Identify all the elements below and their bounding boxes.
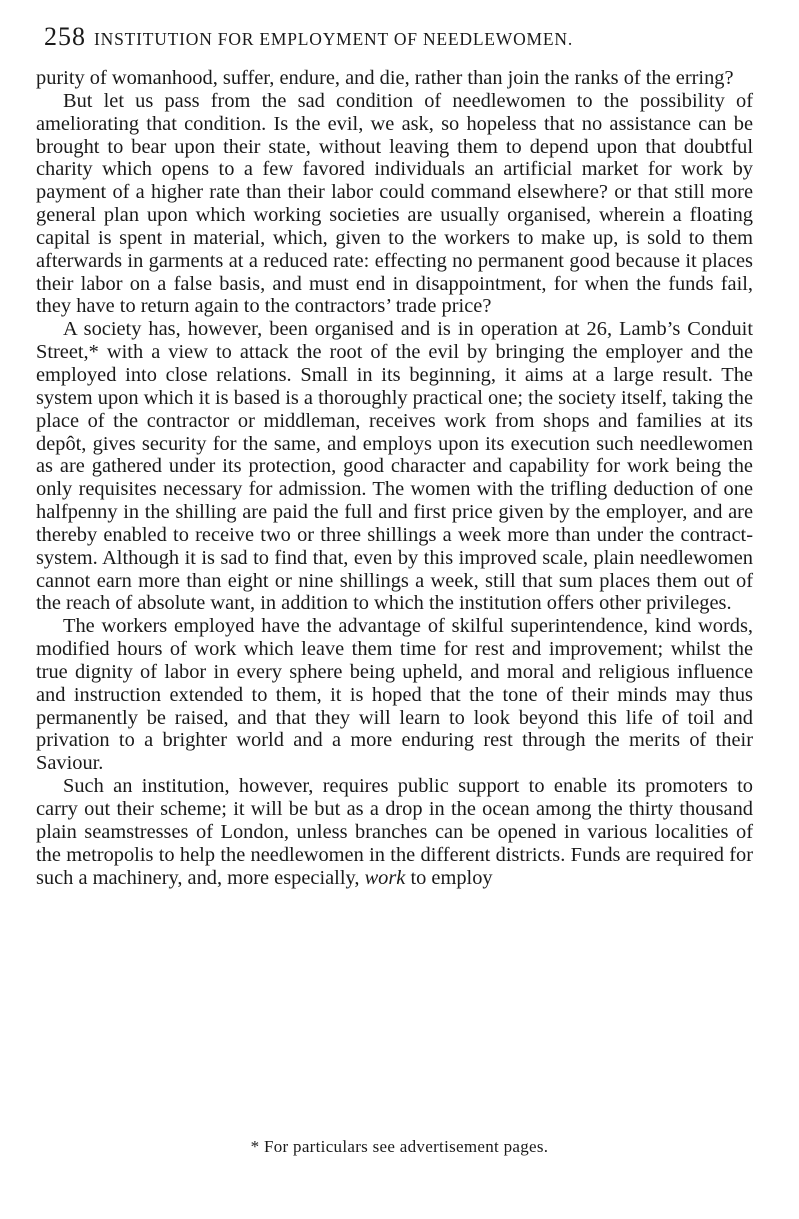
paragraph-workers-employed: The workers employed have the advantage of skilful superintendence, kind words, modified hours of work which leave them time for rest and improvement; whilst the true dignity of labor in every sphere being upheld, and moral and religious influence and instruction extended to them, it is hoped that the tone of their minds may thus permanently be raised, and that they will learn to look beyond this life of toil and privation to a brighter world and a more enduring rest through the merits of their Saviour. [36,615,753,775]
page-number: 258 [44,22,86,51]
paragraph-public-support-tail: to employ [405,866,493,889]
emphasis-work: work [364,866,406,889]
running-head: INSTITUTION FOR EMPLOYMENT OF NEEDLEWOMEN. [94,29,574,49]
paragraph-ameliorating-condition: But let us pass from the sad condition of needlewomen to the possibility of ameliorating that condition. Is the evil, we ask, so hopeless that no assistance can be brought to bear upon their state, without leaving them to depend upon that doubtful charity which opens to a few favored individuals an artificial market for work by payment of a higher rate than their labor could command elsewhere? or that still more general plan upon which working societies are usually organised, wherein a floating capital is spent in material, which, given to the workers to make up, is sold to them afterwards in garments at a reduced rate: effecting no permanent good because it places their labor on a false basis, and must end in disappointment, for when the funds fail, they have to return again to the contractors’ trade price? [36,89,753,318]
footnote: * For particulars see advertisement pages. [250,1137,549,1156]
paragraph-continuation: purity of womanhood, suffer, endure, and die, rather than join the ranks of the erring? [36,67,734,89]
body-text [36,67,753,889]
page-header [44,22,756,52]
paragraph-society-organised: A society has, however, been organised and is in operation at 26, Lamb’s Conduit Street,* with a view to attack the root of the evil by bringing the employer and the employed into close relations. Small in its beginning, it aims at a large result. The system upon which it is based is a thoroughly practical one; the society itself, taking the place of the contractor or middleman, receives work from shops and families at its depôt, gives security for the same, and employs upon its execution such needlewomen as are gathered under its protection, good character and capability for work being the only requisites necessary for admission. The women with the trifling deduction of one halfpenny in the shilling are paid the full and first price given by the employer, and are thereby enabled to receive two or three shillings a week more than under the contract-system. Although it is sad to find that, even by this improved scale, plain needlewomen cannot earn more than eight or nine shillings a week, still that sum places them out of the reach of absolute want, in addition to which the institution offers other privileges. [36,318,753,615]
paragraph-public-support [36,775,753,889]
paragraph-public-support-text: Such an institution, however, requires public support to enable its promoters to carry out their scheme; it will be but as a drop in the ocean among the thirty thousand plain seamstresses of London, unless branches can be opened in various localities of the metropolis to help the needlewomen in the different districts. Funds are required for such a machinery, and, more especially, [36,775,753,889]
